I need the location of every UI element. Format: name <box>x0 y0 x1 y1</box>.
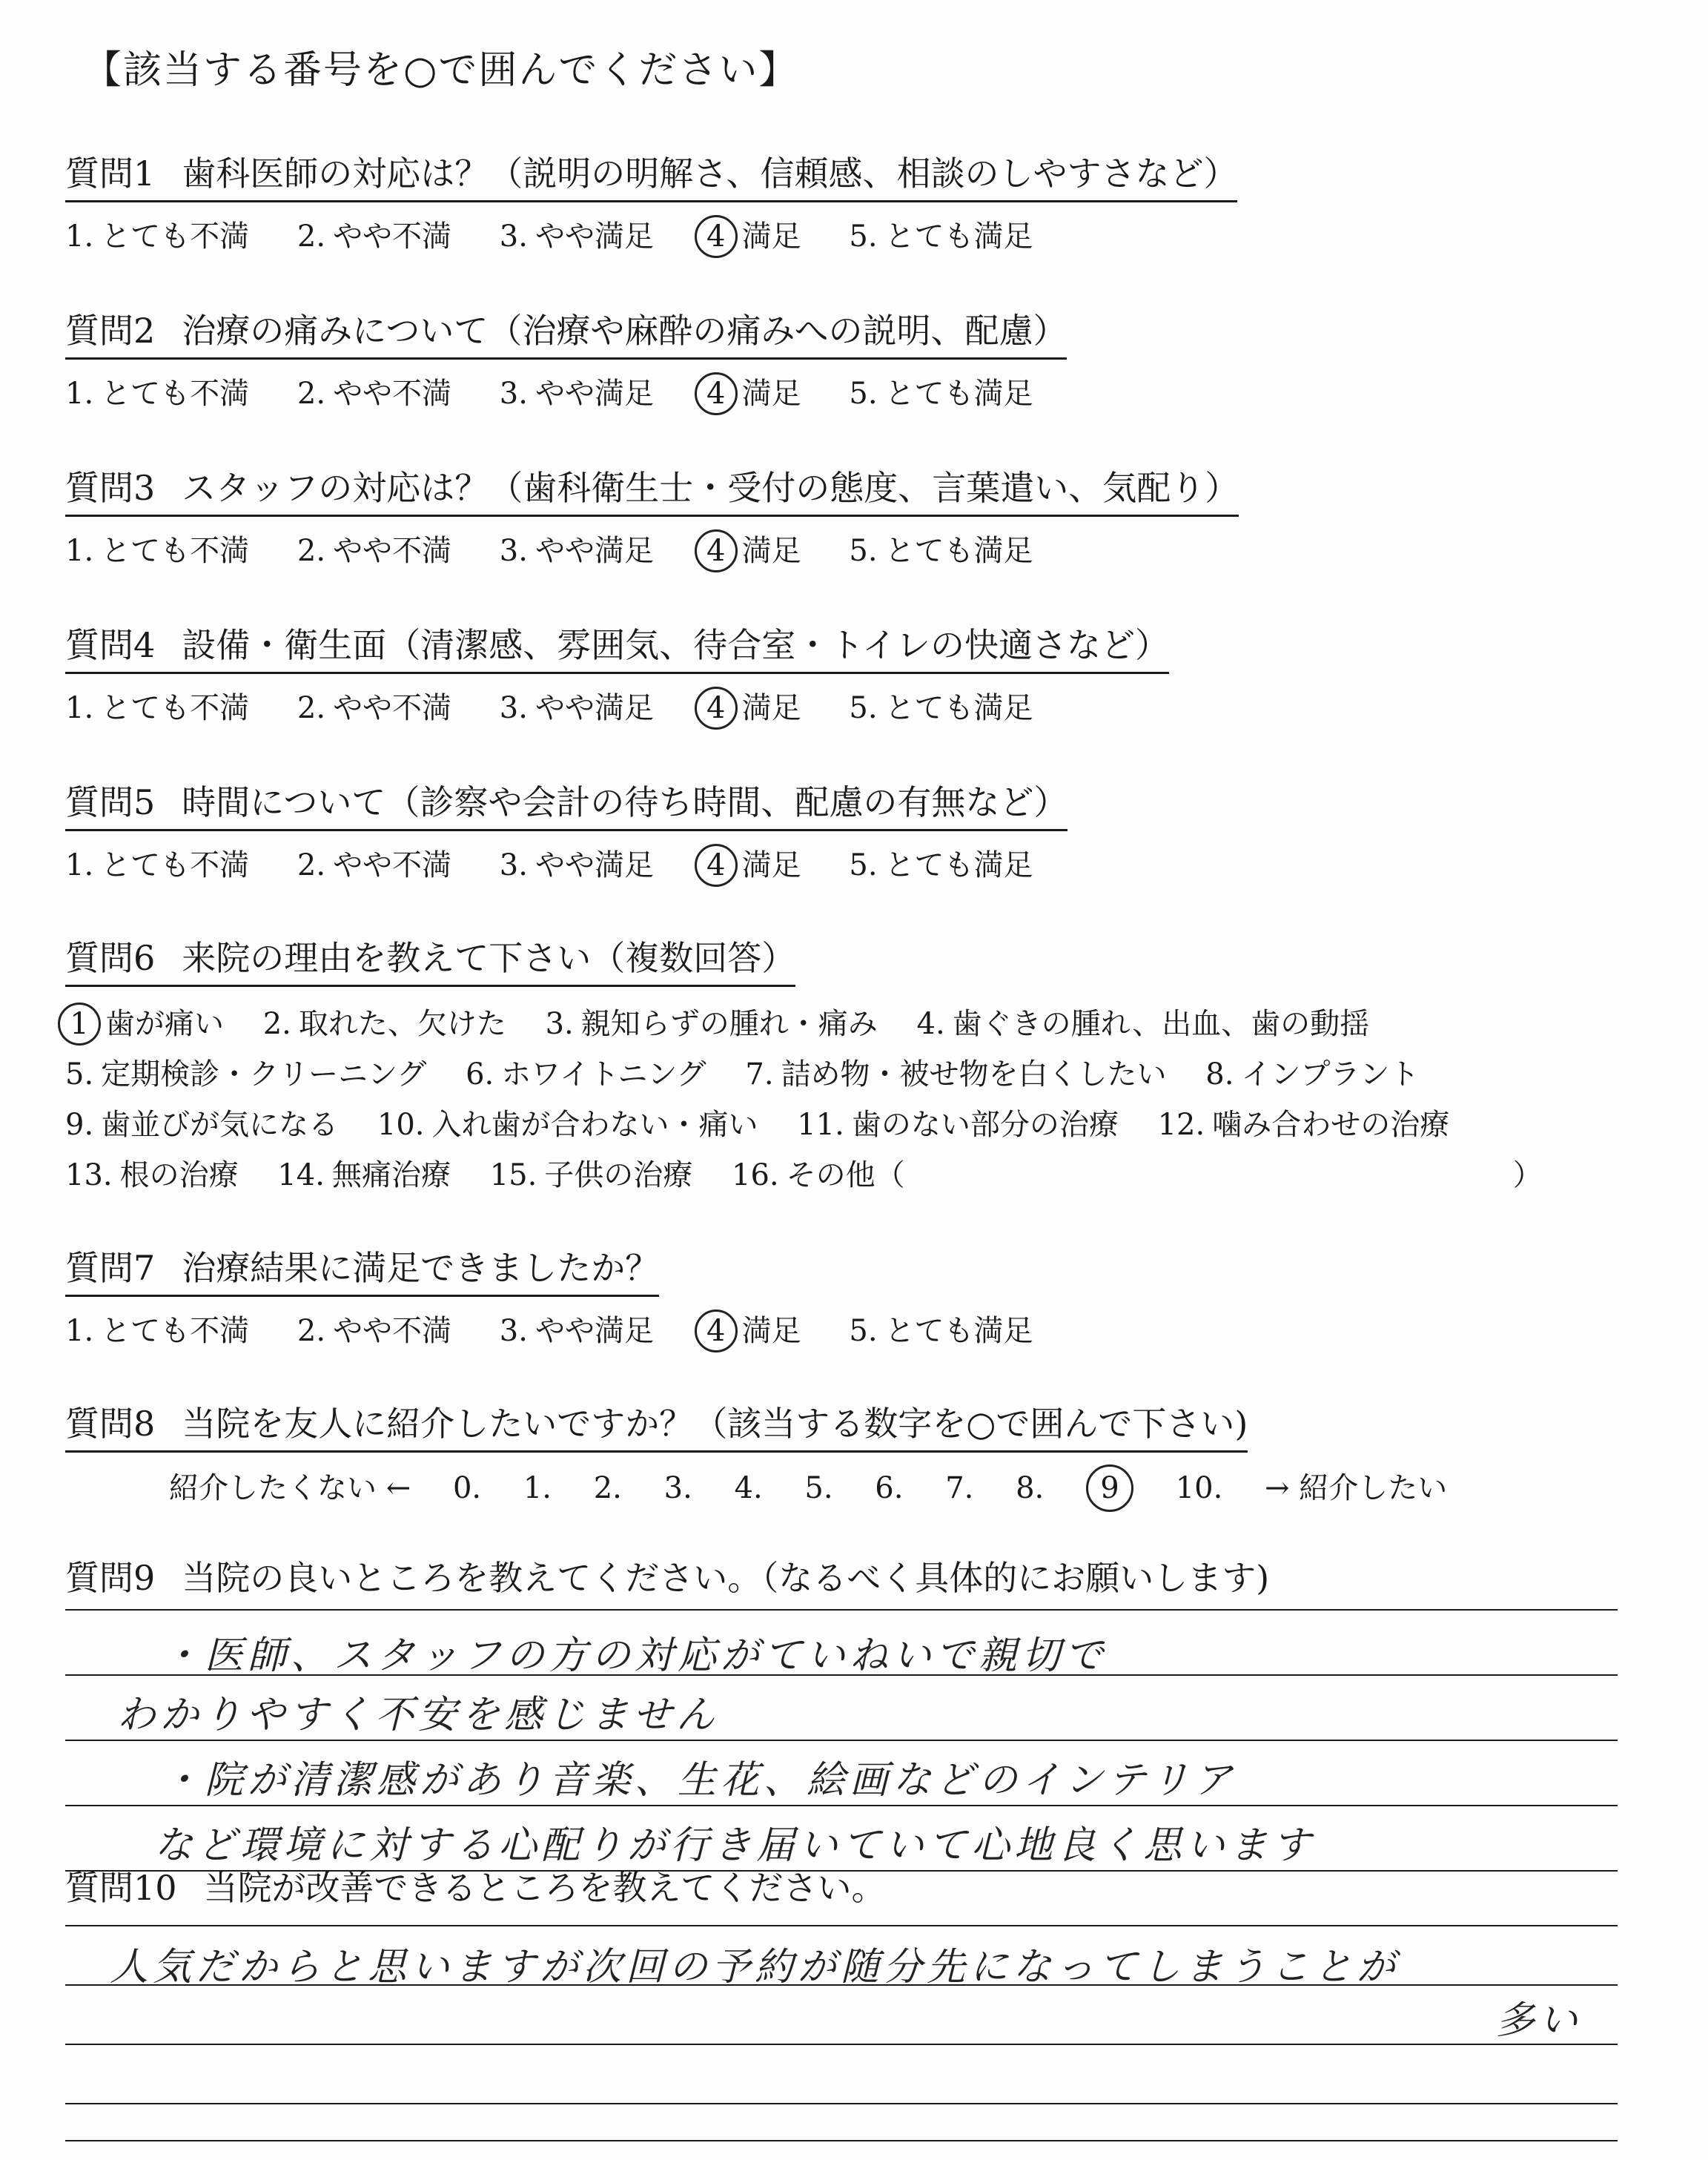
scale-6[interactable]: 6. <box>875 1471 904 1505</box>
choice-3[interactable]: 3. やや満足 <box>499 1314 654 1348</box>
question-4 <box>65 618 1644 730</box>
choice-5[interactable]: 5. とても満足 <box>849 377 1033 411</box>
reason-11[interactable]: 11. 歯のない部分の治療 <box>797 1108 1119 1142</box>
question-7 <box>65 1241 1644 1353</box>
choice-2[interactable]: 2. やや不満 <box>297 377 452 411</box>
reason-1-selected[interactable]: 1 歯が痛い <box>65 999 224 1049</box>
answer-line <box>65 1740 1618 1741</box>
rating-choices <box>65 370 1644 415</box>
choice-4-selected[interactable]: 4 満足 <box>702 684 801 730</box>
choice-1[interactable]: 1. とても不満 <box>65 534 250 568</box>
answer-line <box>65 2044 1618 2045</box>
choice-4-selected[interactable]: 4 満足 <box>702 842 801 887</box>
handwritten-answer-line: ・医師、スタッフの方の対応がていねいで親切で <box>162 1634 1108 1678</box>
reason-row <box>65 1049 1644 1100</box>
question-title: 質問1 歯科医師の対応は？（説明の明解さ、信頼感、相談のしやすさなど） <box>65 147 1237 202</box>
scale-2[interactable]: 2. <box>593 1471 622 1505</box>
reason-15[interactable]: 15. 子供の治療 <box>489 1158 693 1192</box>
reason-5[interactable]: 5. 定期検診・クリーニング <box>65 1057 427 1091</box>
question-5 <box>65 776 1644 887</box>
choice-5[interactable]: 5. とても満足 <box>849 534 1033 568</box>
question-title: 質問2 治療の痛みについて（治療や麻酔の痛みへの説明、配慮） <box>65 304 1067 360</box>
scale-8[interactable]: 8. <box>1016 1471 1045 1505</box>
question-1 <box>65 147 1644 258</box>
rating-choices <box>65 213 1644 258</box>
reason-8[interactable]: 8. インプラント <box>1205 1057 1420 1091</box>
reason-2[interactable]: 2. 取れた、欠けた <box>262 1007 506 1041</box>
choice-3[interactable]: 3. やや満足 <box>499 534 654 568</box>
rating-choices <box>65 684 1644 730</box>
choice-4-selected[interactable]: 4 満足 <box>702 527 801 572</box>
choice-4-selected[interactable]: 4 満足 <box>702 1307 801 1353</box>
reason-10[interactable]: 10. 入れ歯が合わない・痛い <box>377 1108 758 1142</box>
choice-1[interactable]: 1. とても不満 <box>65 377 250 411</box>
choice-1[interactable]: 1. とても不満 <box>65 219 250 254</box>
scale-4[interactable]: 4. <box>734 1471 763 1505</box>
answer-line <box>65 1609 1618 1611</box>
question-9 <box>65 1551 1644 1605</box>
handwritten-answer-line: 多い <box>1496 1998 1583 2043</box>
choice-3[interactable]: 3. やや満足 <box>499 848 654 882</box>
choice-3[interactable]: 3. やや満足 <box>499 219 654 254</box>
choice-5[interactable]: 5. とても満足 <box>849 848 1033 882</box>
question-10 <box>65 1861 1644 1915</box>
reason-row <box>65 1100 1644 1150</box>
choice-5[interactable]: 5. とても満足 <box>849 691 1033 725</box>
choice-2[interactable]: 2. やや不満 <box>297 848 452 882</box>
choice-1[interactable]: 1. とても不満 <box>65 1314 250 1348</box>
scale-10[interactable]: 10. <box>1175 1471 1223 1505</box>
reason-4[interactable]: 4. 歯ぐきの腫れ、出血、歯の動揺 <box>916 1007 1370 1041</box>
answer-line <box>65 1805 1618 1806</box>
choice-5[interactable]: 5. とても満足 <box>849 1314 1033 1348</box>
handwritten-answer-line: ・院が清潔感があり音楽、生花、絵画などのインテリア <box>162 1758 1237 1803</box>
choice-2[interactable]: 2. やや不満 <box>297 219 452 254</box>
answer-line <box>65 1925 1618 1926</box>
answer-line <box>65 2103 1618 2104</box>
choice-3[interactable]: 3. やや満足 <box>499 691 654 725</box>
scale-7[interactable]: 7. <box>945 1471 974 1505</box>
question-title: 質問9 当院の良いところを教えてください。（なるべく具体的にお願いします) <box>65 1558 1270 1598</box>
reason-16-other[interactable]: 16. その他（ ） <box>732 1158 1543 1192</box>
instructions-header: 【該当する番号を○で囲んでください】 <box>83 48 799 93</box>
scale-0[interactable]: 0. <box>452 1471 482 1505</box>
question-8 <box>65 1397 1644 1512</box>
choice-2[interactable]: 2. やや不満 <box>297 1314 452 1348</box>
answer-line <box>65 2140 1618 2141</box>
question-3 <box>65 461 1644 572</box>
scale-left-label: 紹介したくない ← <box>169 1471 411 1505</box>
rating-choices <box>65 1307 1644 1353</box>
handwritten-answer-line: など環境に対する心配りが行き届いていて心地良く思います <box>154 1823 1316 1868</box>
question-6 <box>65 931 1644 1200</box>
choice-2[interactable]: 2. やや不満 <box>297 691 452 725</box>
choice-3[interactable]: 3. やや満足 <box>499 377 654 411</box>
reason-row <box>65 999 1644 1049</box>
question-2 <box>65 304 1644 415</box>
reason-12[interactable]: 12. 噛み合わせの治療 <box>1157 1108 1450 1142</box>
reason-choices <box>65 999 1644 1200</box>
recommend-scale <box>169 1464 1644 1512</box>
scale-9-selected[interactable]: 9 <box>1086 1464 1133 1512</box>
choice-1[interactable]: 1. とても不満 <box>65 691 250 725</box>
reason-3[interactable]: 3. 親知らずの腫れ・痛み <box>545 1007 878 1041</box>
scale-3[interactable]: 3. <box>663 1471 692 1505</box>
question-title: 質問6 来院の理由を教えて下さい（複数回答） <box>65 931 795 987</box>
choice-1[interactable]: 1. とても不満 <box>65 848 250 882</box>
choice-2[interactable]: 2. やや不満 <box>297 534 452 568</box>
question-title: 質問4 設備・衛生面（清潔感、雰囲気、待合室・トイレの快適さなど） <box>65 618 1169 674</box>
question-title: 質問10 当院が改善できるところを教えてください。 <box>65 1868 886 1908</box>
question-title: 質問8 当院を友人に紹介したいですか？（該当する数字を○で囲んで下さい) <box>65 1397 1248 1453</box>
reason-6[interactable]: 6. ホワイトニング <box>466 1057 706 1091</box>
rating-choices <box>65 842 1644 887</box>
question-title: 質問3 スタッフの対応は？（歯科衛生士・受付の態度、言葉遣い、気配り） <box>65 461 1239 517</box>
handwritten-answer-line: 人気だからと思いますが次回の予約が随分先になってしまうことが <box>110 1945 1400 1989</box>
reason-7[interactable]: 7. 詰め物・被せ物を白くしたい <box>745 1057 1167 1091</box>
reason-14[interactable]: 14. 無痛治療 <box>277 1158 451 1192</box>
scale-5[interactable]: 5. <box>804 1471 833 1505</box>
handwritten-answer-line: わかりやすく不安を感じません <box>117 1693 720 1737</box>
question-title: 質問7 治療結果に満足できましたか？ <box>65 1241 659 1297</box>
choice-4-selected[interactable]: 4 満足 <box>702 213 801 258</box>
question-title: 質問5 時間について（診察や会計の待ち時間、配慮の有無など） <box>65 776 1068 831</box>
reason-9[interactable]: 9. 歯並びが気になる <box>65 1108 339 1142</box>
reason-13[interactable]: 13. 根の治療 <box>65 1158 239 1192</box>
rating-choices <box>65 527 1644 572</box>
reason-row <box>65 1150 1644 1200</box>
scale-1[interactable]: 1. <box>523 1471 552 1505</box>
scale-right-label: → 紹介したい <box>1265 1471 1448 1505</box>
choice-4-selected[interactable]: 4 満足 <box>702 370 801 415</box>
choice-5[interactable]: 5. とても満足 <box>849 219 1033 254</box>
